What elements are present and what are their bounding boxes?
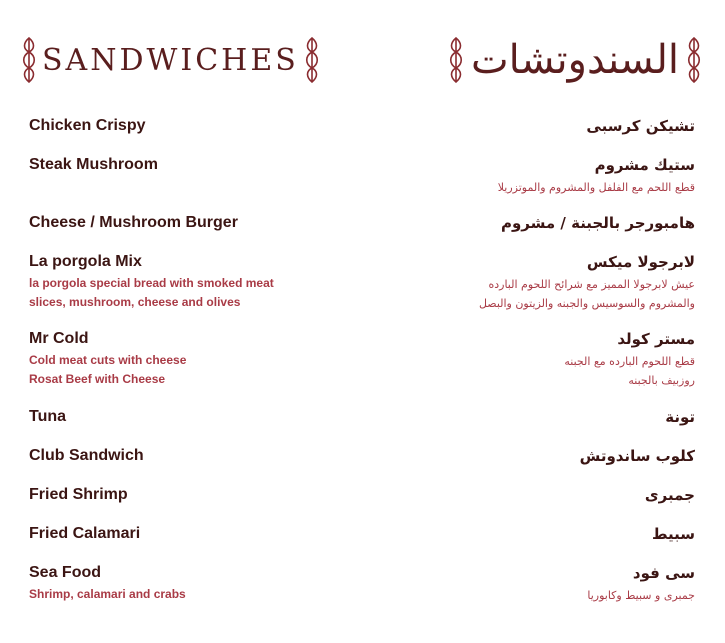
item-description-arabic: قطع اللحم مع الفلفل والمشروم والموتزريلا	[497, 181, 695, 194]
item-name-english: Tuna	[29, 408, 67, 425]
item-name-arabic: سى فود	[632, 564, 695, 582]
page-title-arabic: السندوتشات	[470, 37, 679, 83]
item-name-arabic: سبيط	[651, 525, 695, 543]
english-header	[20, 30, 321, 90]
item-name-arabic: مستر كولد	[617, 330, 695, 348]
item-description-arabic: عيش لابرجولا المميز مع شرائح اللحوم البارده والمشروم والسوسيس والجبنه والزيتون والبصل	[478, 278, 695, 310]
left-ornament-icon	[447, 35, 465, 85]
item-name-english: Club Sandwich	[29, 447, 144, 464]
item-name-arabic: تشيكن كرسبى	[586, 117, 695, 135]
item-description-english: la porgola special bread with smoked meat slices, mushroom, cheese and olives	[29, 276, 274, 309]
right-ornament-icon	[685, 35, 703, 85]
page-title-english: SANDWICHES	[42, 42, 299, 78]
item-name-english: Mr Cold	[29, 330, 89, 347]
item-name-english: Sea Food	[29, 564, 102, 581]
item-description-arabic: قطع اللحوم البارده مع الجبنه روزبيف بالجبنه	[564, 355, 695, 387]
item-name-arabic: جمبرى	[644, 486, 695, 504]
item-name-english: Chicken Crispy	[29, 117, 146, 134]
item-description-english: Shrimp, calamari and crabs	[29, 587, 186, 601]
item-description-arabic: جمبرى و سبيط وكابوريا	[587, 589, 695, 602]
item-name-english: La porgola Mix	[29, 253, 142, 270]
item-name-arabic: لابرجولا ميكس	[586, 253, 695, 271]
item-name-english: Cheese / Mushroom Burger	[29, 214, 238, 231]
item-name-english: Steak Mushroom	[29, 156, 158, 173]
item-description-english: Cold meat cuts with cheese Rosat Beef with Cheese	[29, 353, 187, 386]
item-name-arabic: كلوب ساندوتش	[579, 447, 695, 465]
item-name-arabic: تونة	[665, 408, 695, 426]
left-ornament-icon	[20, 35, 38, 85]
item-name-english: Fried Shrimp	[29, 486, 128, 503]
item-name-english: Fried Calamari	[29, 525, 141, 542]
arabic-header	[447, 30, 703, 90]
right-ornament-icon	[303, 35, 321, 85]
item-name-arabic: ستيك مشروم	[594, 156, 695, 174]
item-name-arabic: هامبورجر بالجبنة / مشروم	[500, 214, 695, 232]
